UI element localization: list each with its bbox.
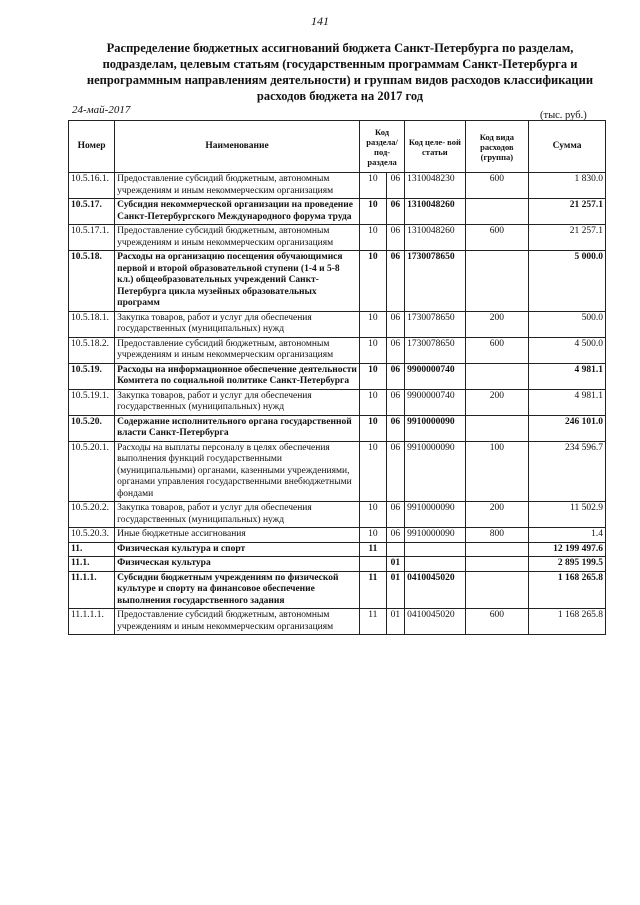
cell-target-article: 1310048230 bbox=[405, 173, 465, 199]
cell-sum: 4 981.1 bbox=[529, 363, 606, 389]
cell-expense-type: 600 bbox=[465, 225, 529, 251]
document-date: 24-май-2017 bbox=[72, 104, 131, 116]
cell-podrazdel: 06 bbox=[386, 337, 404, 363]
cell-razdel: 11 bbox=[360, 542, 387, 557]
cell-razdel: 10 bbox=[360, 225, 387, 251]
header-number: Номер bbox=[69, 121, 115, 173]
budget-table bbox=[68, 120, 606, 635]
cell-razdel: 10 bbox=[360, 311, 387, 337]
cell-name: Субсидии бюджетным учреждениям по физической культуре и спорту на финансовое обеспечение выполнения государственного задания bbox=[115, 571, 360, 609]
cell-sum: 1 168 265.8 bbox=[529, 571, 606, 609]
cell-name: Субсидия некоммерческой организации на проведение Санкт-Петербургского Международного форума труда bbox=[115, 199, 360, 225]
cell-podrazdel: 06 bbox=[386, 441, 404, 502]
cell-name: Закупка товаров, работ и услуг для обеспечения государственных (муниципальных) нужд bbox=[115, 389, 360, 415]
cell-podrazdel: 06 bbox=[386, 311, 404, 337]
cell-number: 10.5.19. bbox=[69, 363, 115, 389]
cell-expense-type: 200 bbox=[465, 502, 529, 528]
cell-target-article: 9910000090 bbox=[405, 441, 465, 502]
cell-sum: 4 981.1 bbox=[529, 389, 606, 415]
table-row bbox=[69, 199, 606, 225]
cell-target-article: 1730078650 bbox=[405, 337, 465, 363]
cell-podrazdel: 06 bbox=[386, 199, 404, 225]
cell-target-article: 0410045020 bbox=[405, 609, 465, 635]
units-label: (тыс. руб.) bbox=[540, 110, 587, 121]
cell-expense-type bbox=[465, 415, 529, 441]
cell-number: 10.5.18.2. bbox=[69, 337, 115, 363]
cell-razdel: 10 bbox=[360, 337, 387, 363]
cell-sum: 234 596.7 bbox=[529, 441, 606, 502]
table-body bbox=[69, 173, 606, 635]
cell-razdel: 10 bbox=[360, 199, 387, 225]
cell-name: Закупка товаров, работ и услуг для обеспечения государственных (муниципальных) нужд bbox=[115, 311, 360, 337]
cell-expense-type: 200 bbox=[465, 389, 529, 415]
table-row bbox=[69, 502, 606, 528]
cell-sum: 1.4 bbox=[529, 528, 606, 543]
cell-podrazdel: 06 bbox=[386, 502, 404, 528]
cell-sum: 21 257.1 bbox=[529, 225, 606, 251]
cell-name: Предоставление субсидий бюджетным, автономным учреждениям и иным некоммерческим организациям bbox=[115, 173, 360, 199]
cell-name: Расходы на выплаты персоналу в целях обеспечения выполнения функций государственными (муниципальными) органами, казенными учреждениями, органами управления государственными внебюджетными фондами bbox=[115, 441, 360, 502]
table-row bbox=[69, 441, 606, 502]
cell-number: 10.5.17.1. bbox=[69, 225, 115, 251]
cell-expense-type: 100 bbox=[465, 441, 529, 502]
cell-name: Закупка товаров, работ и услуг для обеспечения государственных (муниципальных) нужд bbox=[115, 502, 360, 528]
cell-number: 10.5.17. bbox=[69, 199, 115, 225]
cell-razdel: 10 bbox=[360, 528, 387, 543]
cell-razdel bbox=[360, 557, 387, 572]
cell-name: Расходы на информационное обеспечение деятельности Комитета по социальной политике Санкт-Петербурга bbox=[115, 363, 360, 389]
cell-name: Содержание исполнительного органа государственной власти Санкт-Петербурга bbox=[115, 415, 360, 441]
cell-sum: 1 830.0 bbox=[529, 173, 606, 199]
cell-number: 10.5.20.2. bbox=[69, 502, 115, 528]
cell-expense-type bbox=[465, 557, 529, 572]
cell-expense-type bbox=[465, 571, 529, 609]
cell-number: 11. bbox=[69, 542, 115, 557]
cell-number: 10.5.20. bbox=[69, 415, 115, 441]
header-vr: Код вида расходов (группа) bbox=[465, 121, 529, 173]
cell-sum: 21 257.1 bbox=[529, 199, 606, 225]
cell-name: Физическая культура bbox=[115, 557, 360, 572]
table-row bbox=[69, 363, 606, 389]
cell-target-article: 9900000740 bbox=[405, 389, 465, 415]
cell-name: Предоставление субсидий бюджетным, автономным учреждениям и иным некоммерческим организациям bbox=[115, 337, 360, 363]
cell-sum: 500.0 bbox=[529, 311, 606, 337]
table-row bbox=[69, 609, 606, 635]
cell-target-article: 1310048260 bbox=[405, 199, 465, 225]
table-row bbox=[69, 337, 606, 363]
cell-sum: 5 000.0 bbox=[529, 251, 606, 312]
cell-number: 10.5.18.1. bbox=[69, 311, 115, 337]
cell-razdel: 10 bbox=[360, 363, 387, 389]
cell-razdel: 10 bbox=[360, 441, 387, 502]
cell-target-article: 9910000090 bbox=[405, 502, 465, 528]
table-row bbox=[69, 415, 606, 441]
cell-target-article: 1730078650 bbox=[405, 251, 465, 312]
cell-podrazdel: 01 bbox=[386, 609, 404, 635]
cell-number: 10.5.20.3. bbox=[69, 528, 115, 543]
cell-target-article: 0410045020 bbox=[405, 571, 465, 609]
cell-razdel: 11 bbox=[360, 571, 387, 609]
table-row bbox=[69, 251, 606, 312]
page-number: 141 bbox=[311, 14, 329, 28]
header-razdel: Код раздела/ под- раздела bbox=[360, 121, 405, 173]
cell-expense-type: 600 bbox=[465, 609, 529, 635]
cell-target-article bbox=[405, 542, 465, 557]
cell-target-article: 9900000740 bbox=[405, 363, 465, 389]
document-title: Распределение бюджетных ассигнований бюджета Санкт-Петербурга по разделам, подразделам, целевым статьям (государственным программам Санкт-Петербурга и непрограммным направлениям деятельности) и группам видов расходов классификации расходов бюджета на 2017 год bbox=[86, 41, 594, 103]
cell-podrazdel: 06 bbox=[386, 363, 404, 389]
cell-podrazdel: 01 bbox=[386, 557, 404, 572]
table-row bbox=[69, 571, 606, 609]
table-row bbox=[69, 311, 606, 337]
header-sum: Сумма bbox=[529, 121, 606, 173]
cell-sum: 12 199 497.6 bbox=[529, 542, 606, 557]
header-csr: Код целе- вой статьи bbox=[405, 121, 465, 173]
table-row bbox=[69, 225, 606, 251]
cell-name: Расходы на организацию посещения обучающимися первой и второй образовательной ступени (1-4 и 5-8 кл.) общеобразовательных учреждений Санкт-Петербурга цикла музейных образовательных программ bbox=[115, 251, 360, 312]
cell-target-article: 1730078650 bbox=[405, 311, 465, 337]
table-row bbox=[69, 389, 606, 415]
cell-name: Предоставление субсидий бюджетным, автономным учреждениям и иным некоммерческим организациям bbox=[115, 609, 360, 635]
cell-sum: 1 168 265.8 bbox=[529, 609, 606, 635]
cell-name: Физическая культура и спорт bbox=[115, 542, 360, 557]
cell-number: 10.5.16.1. bbox=[69, 173, 115, 199]
table-row bbox=[69, 557, 606, 572]
cell-podrazdel bbox=[386, 542, 404, 557]
cell-number: 11.1. bbox=[69, 557, 115, 572]
cell-podrazdel: 06 bbox=[386, 528, 404, 543]
cell-name: Предоставление субсидий бюджетным, автономным учреждениям и иным некоммерческим организациям bbox=[115, 225, 360, 251]
table-row bbox=[69, 173, 606, 199]
cell-razdel: 10 bbox=[360, 251, 387, 312]
cell-razdel: 10 bbox=[360, 389, 387, 415]
cell-target-article: 1310048260 bbox=[405, 225, 465, 251]
cell-razdel: 10 bbox=[360, 502, 387, 528]
cell-podrazdel: 06 bbox=[386, 173, 404, 199]
cell-expense-type bbox=[465, 199, 529, 225]
cell-sum: 246 101.0 bbox=[529, 415, 606, 441]
cell-number: 11.1.1.1. bbox=[69, 609, 115, 635]
cell-expense-type: 600 bbox=[465, 173, 529, 199]
cell-target-article: 9910000090 bbox=[405, 528, 465, 543]
table-row bbox=[69, 542, 606, 557]
cell-number: 10.5.20.1. bbox=[69, 441, 115, 502]
table-row bbox=[69, 528, 606, 543]
cell-name: Иные бюджетные ассигнования bbox=[115, 528, 360, 543]
cell-number: 10.5.19.1. bbox=[69, 389, 115, 415]
cell-expense-type: 800 bbox=[465, 528, 529, 543]
cell-razdel: 10 bbox=[360, 173, 387, 199]
cell-number: 11.1.1. bbox=[69, 571, 115, 609]
cell-sum: 4 500.0 bbox=[529, 337, 606, 363]
cell-razdel: 11 bbox=[360, 609, 387, 635]
cell-expense-type bbox=[465, 251, 529, 312]
cell-expense-type: 600 bbox=[465, 337, 529, 363]
cell-target-article bbox=[405, 557, 465, 572]
cell-podrazdel: 06 bbox=[386, 225, 404, 251]
cell-podrazdel: 06 bbox=[386, 251, 404, 312]
cell-podrazdel: 06 bbox=[386, 415, 404, 441]
cell-expense-type bbox=[465, 542, 529, 557]
cell-expense-type bbox=[465, 363, 529, 389]
header-name: Наименование bbox=[115, 121, 360, 173]
cell-sum: 2 895 199.5 bbox=[529, 557, 606, 572]
cell-target-article: 9910000090 bbox=[405, 415, 465, 441]
cell-number: 10.5.18. bbox=[69, 251, 115, 312]
cell-expense-type: 200 bbox=[465, 311, 529, 337]
cell-podrazdel: 01 bbox=[386, 571, 404, 609]
cell-podrazdel: 06 bbox=[386, 389, 404, 415]
cell-sum: 11 502.9 bbox=[529, 502, 606, 528]
cell-razdel: 10 bbox=[360, 415, 387, 441]
